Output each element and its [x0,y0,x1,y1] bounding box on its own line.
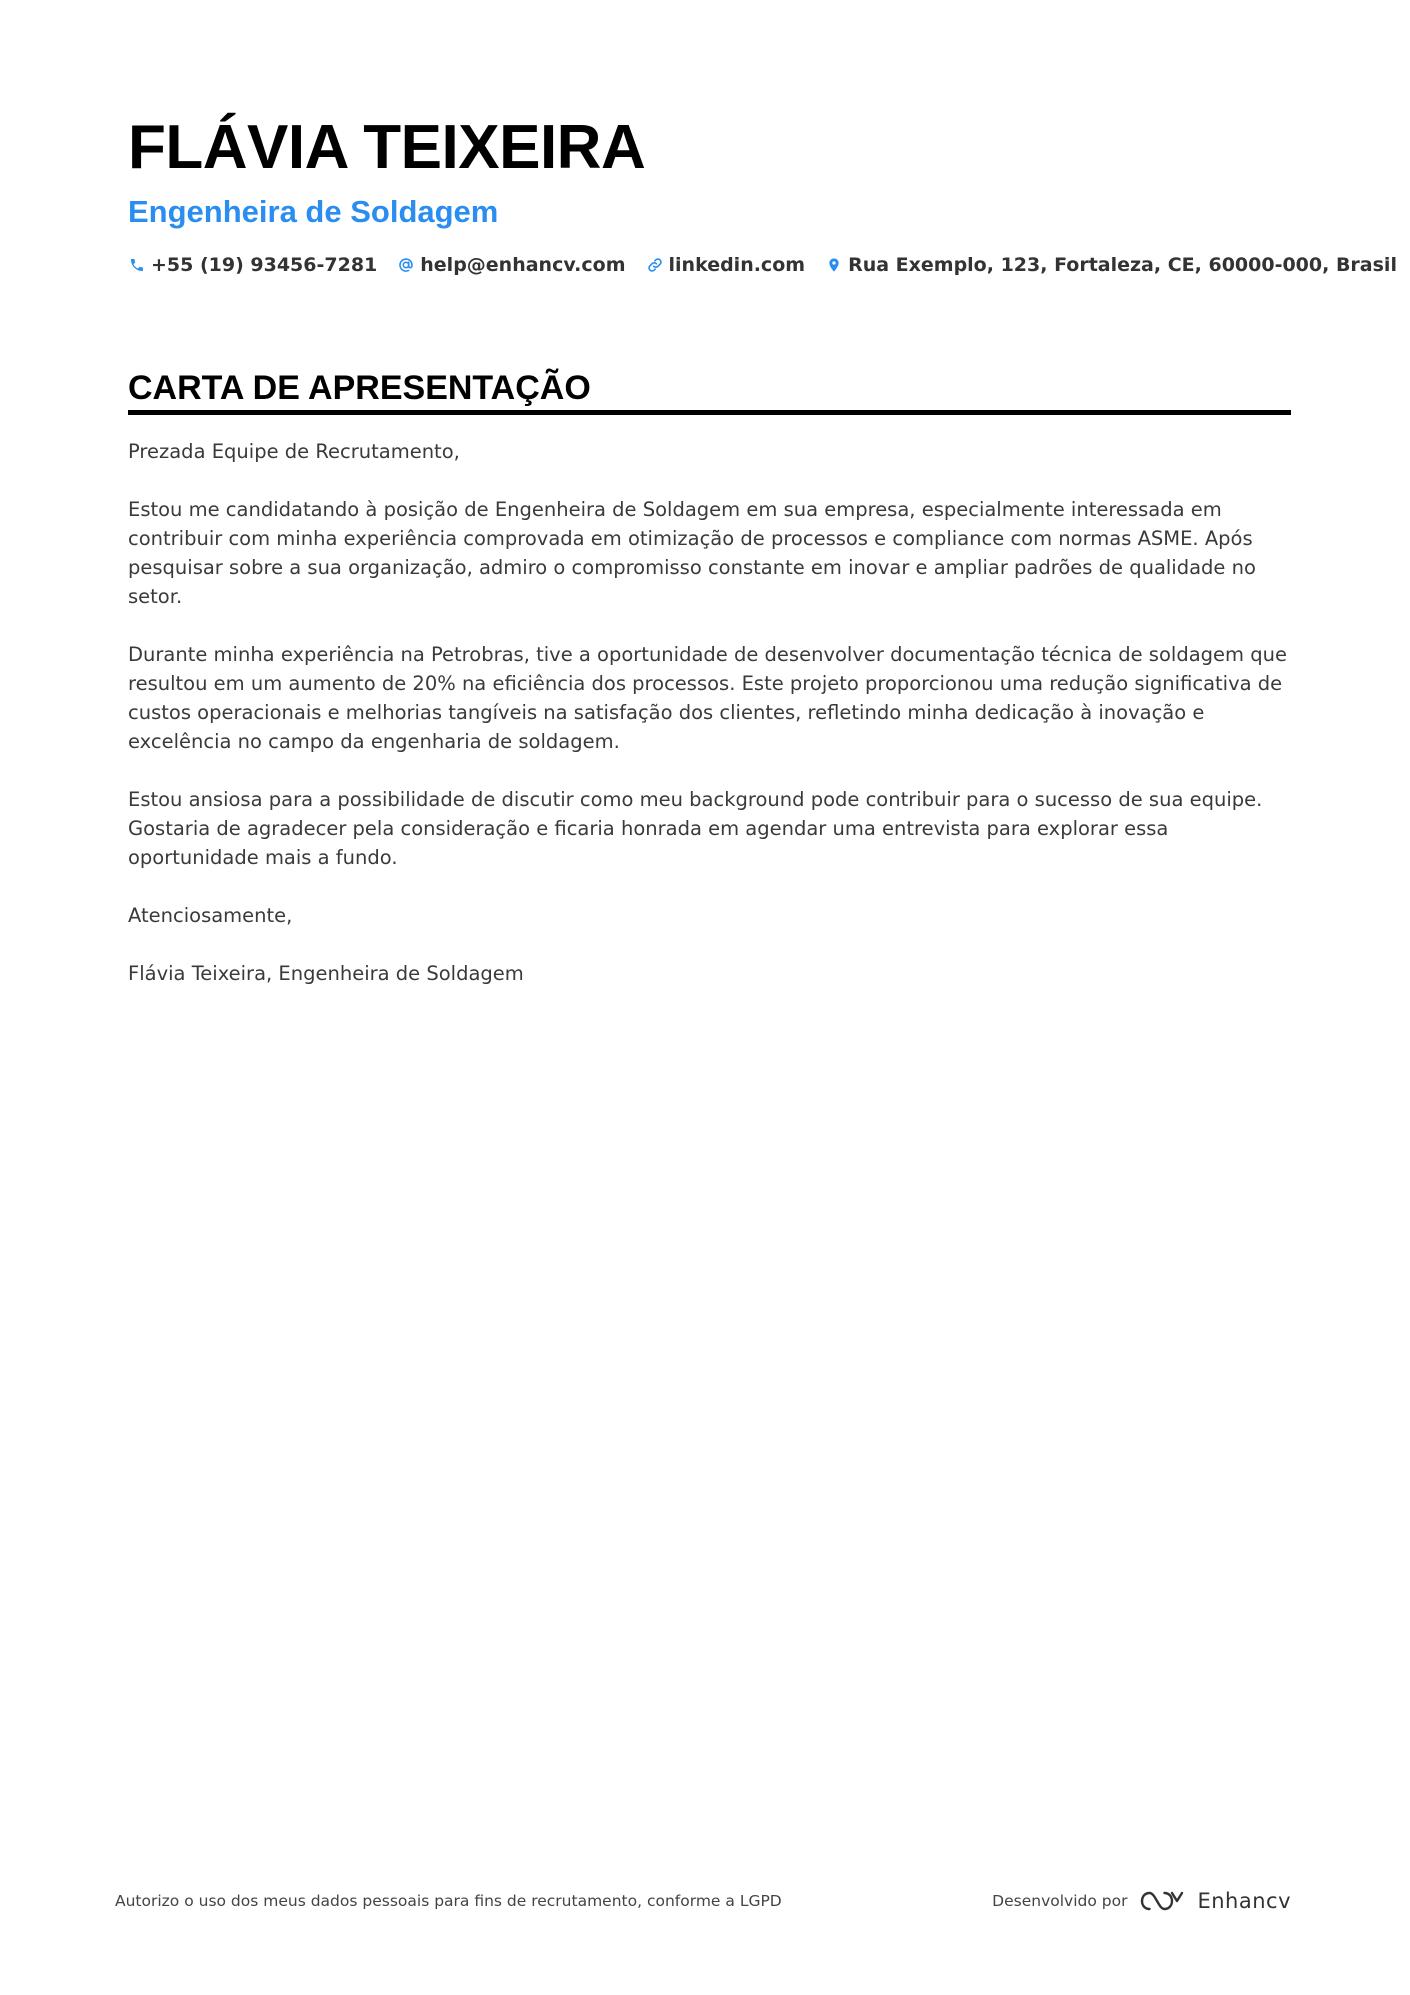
at-icon [397,256,415,274]
location-pin-icon [825,256,843,274]
link-icon [646,256,664,274]
contact-linkedin[interactable] [646,250,806,280]
powered-by[interactable] [992,1888,1291,1914]
section-title: CARTA DE APRESENTAÇÃO [128,368,1291,415]
contact-linkedin-text: linkedin.com [668,254,806,276]
contact-address [825,250,1397,280]
letter-paragraph: Durante minha experiência na Petrobras, tive a oportunidade de desenvolver documentação técnica de soldagem que resultou em um aumento de 20% na eficiência dos processos. Este projeto proporcionou uma redução significativa de custos operacionais e melhorias tangíveis na satisfação dos clientes, refletindo minha dedicação à inovação e excelência no campo da engenharia de soldagem. [128,643,1287,753]
page-footer [115,1888,1291,1914]
letter-paragraph: Estou ansiosa para a possibilidade de discutir como meu background pode contribuir para o sucesso de sua equipe. Gostaria de agradecer pela consideração e ficaria honrada em agendar uma entrevista para explorar essa oportunidade mais a fundo. [128,788,1263,869]
cover-letter-page [128,108,1397,1017]
letter-signature: Flávia Teixeira, Engenheira de Soldagem [128,962,524,985]
contact-email-text: help@enhancv.com [420,254,626,276]
contact-address-text: Rua Exemplo, 123, Fortaleza, CE, 60000-000, Brasil [848,254,1397,276]
contact-phone[interactable] [128,250,377,280]
consent-text: Autorizo o uso dos meus dados pessoais para fins de recrutamento, conforme a LGPD [115,1892,782,1910]
letter-paragraph: Estou me candidatando à posição de Engenheira de Soldagem em sua empresa, especialmente interessada em contribuir com minha experiência comprovada em otimização de processos e compliance com normas ASME. Após pesquisar sobre a sua organização, admiro o compromisso constante em inovar e ampliar padrões de qualidade no setor. [128,498,1256,608]
contact-email[interactable] [397,250,625,280]
enhancv-logo-icon [1139,1888,1185,1914]
powered-by-label: Desenvolvido por [992,1892,1128,1910]
brand-name: Enhancv [1197,1889,1291,1913]
candidate-role: Engenheira de Soldagem [128,194,499,229]
contact-bar [128,250,1397,280]
candidate-name: FLÁVIA TEIXEIRA [128,113,646,182]
letter-greeting: Prezada Equipe de Recrutamento, [128,440,460,463]
letter-closing: Atenciosamente, [128,904,293,927]
phone-icon [128,256,146,274]
contact-phone-text: +55 (19) 93456-7281 [151,254,378,276]
letter-body [128,437,1291,988]
